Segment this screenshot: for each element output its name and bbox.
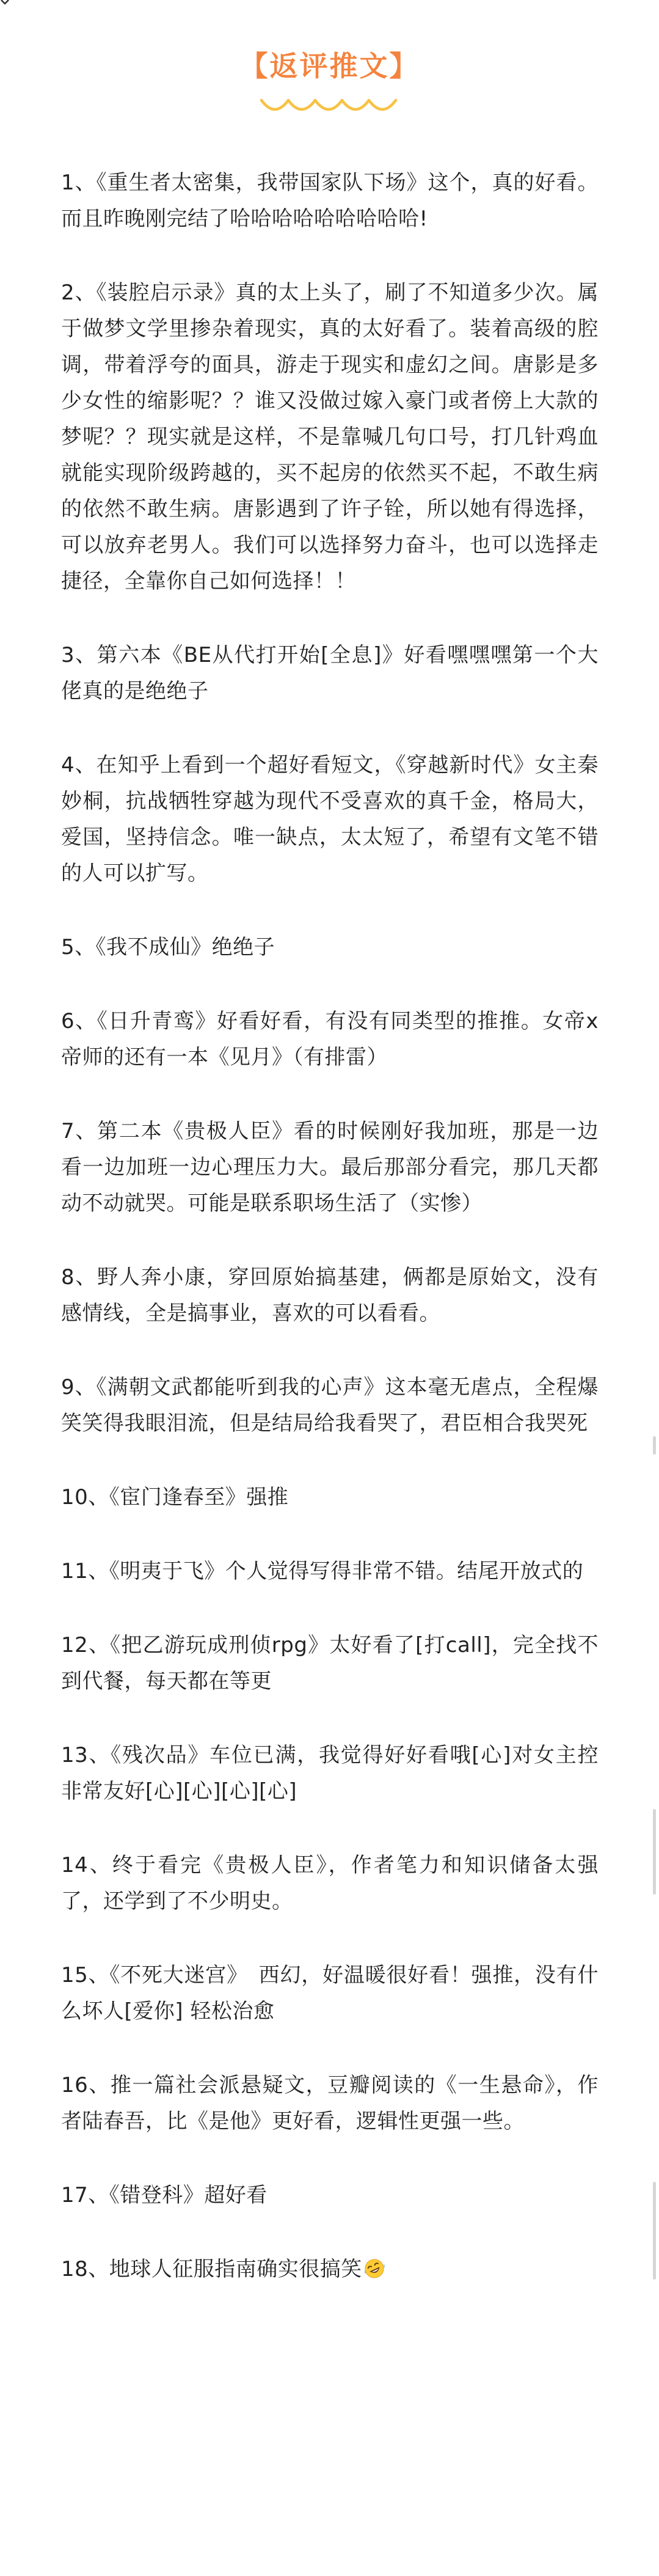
list-item: 14、终于看完《贵极人臣》，作者笔力和知识储备太强了，还学到了不少明史。 — [61, 1853, 599, 1914]
page-title: 【返评推文】 — [239, 50, 420, 83]
article-body — [61, 165, 599, 2325]
scroll-indicator — [653, 1809, 656, 1895]
scroll-indicator — [653, 2182, 656, 2280]
scroll-indicator — [653, 1436, 656, 1455]
list-item: 7、第二本《贵极人臣》看的时候刚好我加班，那是一边看一边加班一边心理压力大。最后那部分看完，那几天都动不动就哭。可能是联系职场生活了（实惨） — [61, 1119, 599, 1216]
list-item: 11、《明夷于飞》个人觉得写得非常不错。结尾开放式的 — [61, 1559, 584, 1583]
list-item: 16、推一篇社会派悬疑文，豆瓣阅读的《一生悬命》，作者陆春吾，比《是他》更好看，逻辑性更强一些。 — [61, 2073, 599, 2134]
list-item: 15、《不死大迷宫》 西幻，好温暖很好看！强推，没有什么坏人[爱你] 轻松治愈 — [61, 1963, 599, 2024]
list-item: 1、《重生者太密集，我带国家队下场》这个，真的好看。而且昨晚刚完结了哈哈哈哈哈哈哈哈哈! — [61, 171, 599, 231]
list-item: 2、《装腔启示录》真的太上头了，刷了不知道多少次。属于做梦文学里掺杂着现实，真的太好看了。装着高级的腔调，带着浮夸的面具，游走于现实和虚幻之间。唐影是多少女性的缩影呢？？谁又没做过嫁入豪门或者傍上大款的梦呢？？现实就是这样，不是靠喊几句口号，打几针鸡血就能实现阶级跨越的，买不起房的依然买不起，不敢生病的依然不敢生病。唐影遇到了许子铨，所以她有得选择，可以放弃老男人。我们可以选择努力奋斗，也可以选择走捷径，全靠你自己如何选择！！ — [61, 281, 599, 593]
list-item: 18、地球人征服指南确实很搞笑 — [61, 2251, 599, 2288]
page-header — [0, 48, 659, 120]
list-item: 5、《我不成仙》绝绝子 — [61, 935, 275, 960]
wave-decoration-icon — [257, 95, 403, 120]
corner-mark-icon — [0, 0, 15, 7]
list-item: 4、在知乎上看到一个超好看短文，《穿越新时代》女主秦妙桐，抗战牺牲穿越为现代不受喜欢的真千金，格局大，爱国，坚持信念。唯一缺点，太太短了，希望有文笔不错的人可以扩写。 — [61, 753, 599, 886]
list-item: 3、第六本《BE从代打开始[全息]》好看嘿嘿嘿第一个大佬真的是绝绝子 — [61, 643, 599, 703]
list-item: 6、《日升青鸾》好看好看，有没有同类型的推推。女帝x帝师的还有一本《见月》（有排雷） — [61, 1009, 599, 1070]
rolling-on-floor-laughing-emoji-icon — [363, 2258, 385, 2280]
list-item: 13、《残次品》车位已满，我觉得好好看哦[心]对女主控非常友好[心][心][心][心] — [61, 1743, 599, 1804]
list-item: 10、《宦门逢春至》强推 — [61, 1485, 289, 1510]
list-item: 12、《把乙游玩成刑侦rpg》太好看了[打call]，完全找不到代餐，每天都在等更 — [61, 1633, 599, 1693]
list-item: 8、野人奔小康，穿回原始搞基建，俩都是原始文，没有感情线，全是搞事业，喜欢的可以看看。 — [61, 1265, 599, 1326]
list-item: 17、《错登科》超好看 — [61, 2183, 268, 2207]
list-item: 9、《满朝文武都能听到我的心声》这本毫无虐点，全程爆笑笑得我眼泪流，但是结局给我看哭了，君臣相合我哭死 — [61, 1375, 599, 1436]
